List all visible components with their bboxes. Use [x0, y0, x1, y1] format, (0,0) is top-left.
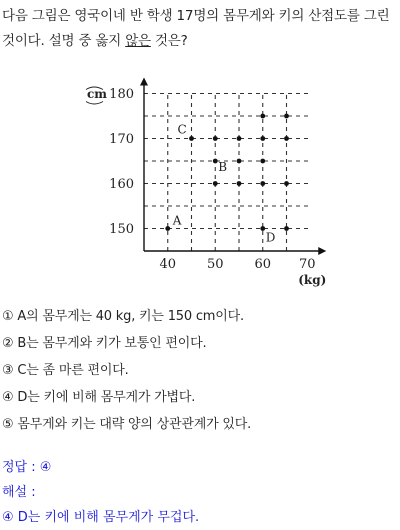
choice-4: ④ D는 키에 비해 몸무게가 가볍다. — [2, 390, 196, 405]
y-tick-label: 160 — [109, 177, 134, 192]
data-point — [260, 226, 265, 231]
data-point — [260, 136, 265, 141]
data-point — [213, 136, 218, 141]
answer-section — [2, 455, 396, 530]
choice-3: ③ C는 좀 마른 편이다. — [2, 363, 129, 378]
data-point — [213, 181, 218, 186]
explanation-label: 해설 : — [2, 485, 36, 500]
x-axis-arrow-icon — [318, 247, 326, 255]
point-label: C — [177, 122, 187, 137]
answer-label: 정답 : ④ — [2, 460, 52, 475]
data-point — [260, 159, 265, 164]
x-axis-unit-label: (kg) — [298, 273, 327, 287]
choice-2: ② B는 몸무게와 키가 보통인 편이다. — [2, 336, 207, 351]
data-point — [237, 159, 242, 164]
question-underlined: 않은 — [125, 33, 151, 49]
x-tick-label: 60 — [254, 257, 272, 272]
data-point — [284, 226, 289, 231]
question-text-after: 것은? — [150, 33, 188, 49]
x-tick-label: 70 — [298, 257, 316, 272]
data-point — [284, 114, 289, 119]
question-text-before: 다음 그림은 영국이네 반 학생 17명의 몸무게와 키의 산점도를 그린 것이다. 설명 중 옳지 — [2, 8, 390, 49]
point-label: D — [265, 230, 276, 245]
point-label: A — [172, 213, 182, 228]
y-tick-label: 170 — [109, 132, 134, 147]
x-tick-label: 40 — [159, 257, 177, 272]
question-text — [2, 4, 396, 54]
data-point — [237, 181, 242, 186]
y-axis-arrow-icon — [140, 78, 148, 86]
data-point — [213, 159, 218, 164]
y-axis-unit-label: cm — [87, 87, 108, 101]
scatter-chart — [76, 52, 327, 287]
data-point — [260, 114, 265, 119]
data-point — [165, 226, 170, 231]
point-label: B — [218, 160, 228, 174]
data-point — [189, 136, 194, 141]
y-tick-label: 150 — [109, 222, 134, 237]
data-point — [237, 136, 242, 141]
choice-list — [2, 303, 396, 438]
explanation-text: ④ D는 키에 비해 몸무게가 무겁다. — [2, 510, 200, 525]
data-point — [260, 181, 265, 186]
data-point — [284, 136, 289, 141]
choice-1: ① A의 몸무게는 40 kg, 키는 150 cm이다. — [2, 309, 244, 324]
x-tick-label: 50 — [206, 257, 224, 272]
choice-5: ⑤ 몸무게와 키는 대략 양의 상관관계가 있다. — [2, 417, 252, 432]
y-tick-label: 180 — [109, 87, 134, 102]
y-axis-unit-arc — [86, 102, 103, 105]
data-point — [284, 181, 289, 186]
